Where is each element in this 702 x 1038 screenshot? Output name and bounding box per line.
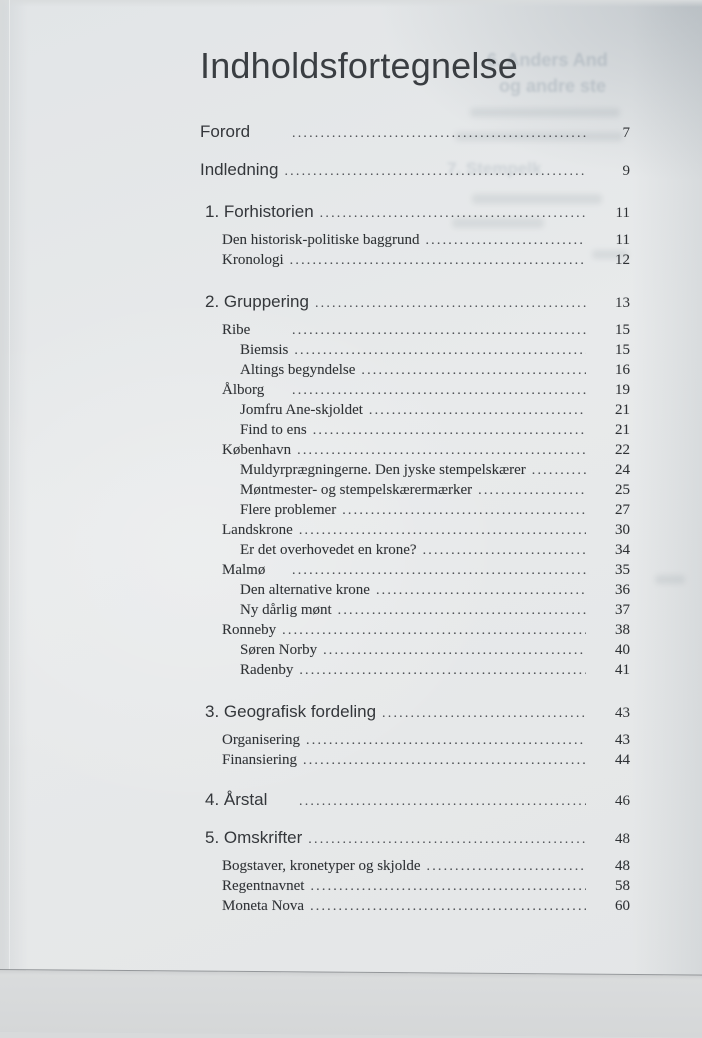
toc-row-label: Indledning	[200, 160, 279, 179]
toc-row	[200, 602, 630, 622]
toc-row-label: Den alternative krone	[240, 582, 370, 598]
toc-row-page: 12	[615, 252, 630, 268]
toc-row	[200, 752, 630, 772]
toc-leader-dots	[332, 603, 586, 619]
toc-row-page: 58	[615, 878, 630, 894]
toc-row-label: Finansiering	[222, 752, 297, 768]
toc-row	[200, 322, 630, 342]
toc-row	[200, 522, 630, 542]
toc-leader-dots	[286, 383, 586, 399]
toc-row	[200, 122, 630, 144]
toc-row	[200, 582, 630, 602]
toc-leader-dots	[307, 423, 586, 439]
toc-row	[200, 232, 630, 252]
toc-row-page: 35	[615, 562, 630, 578]
toc-leader-dots	[297, 753, 586, 769]
toc-row-page: 21	[615, 402, 630, 418]
toc-row	[200, 160, 630, 182]
toc-row	[200, 662, 630, 682]
toc-leader-dots	[363, 403, 586, 419]
toc-row	[200, 202, 630, 226]
toc-leader-dots	[314, 206, 586, 222]
toc-row-page: 19	[615, 382, 630, 398]
toc-row-page: 11	[615, 205, 630, 221]
toc-row-label: Malmø	[222, 562, 266, 578]
toc-row-label: Ny dårlig mønt	[240, 602, 332, 618]
toc-leader-dots	[286, 126, 586, 142]
toc-row	[200, 828, 630, 852]
toc-row-label: Ålborg	[222, 382, 265, 398]
toc-leader-dots	[317, 643, 586, 659]
toc-leader-dots	[284, 253, 586, 269]
toc-row-page: 34	[615, 542, 630, 558]
toc-row-label: Altings begyndelse	[240, 362, 356, 378]
toc-row-label: Forord	[200, 122, 251, 141]
toc-row-page: 41	[615, 662, 630, 678]
toc-row	[200, 858, 630, 878]
toc-row-label: Den historisk-politiske baggrund	[222, 232, 420, 248]
toc-row-page: 22	[615, 442, 630, 458]
toc-row-page: 43	[615, 732, 630, 748]
toc-leader-dots	[288, 343, 586, 359]
toc-row-label: Muldyrprægningerne. Den jyske stempelskærer	[240, 462, 526, 478]
toc-leader-dots	[417, 543, 586, 559]
toc-row	[200, 362, 630, 382]
toc-row-page: 16	[615, 362, 630, 378]
toc-row	[200, 732, 630, 752]
toc-row-label: Regentnavnet	[222, 878, 305, 894]
toc-leader-dots	[291, 443, 586, 459]
page-top-edge	[0, 0, 702, 7]
toc-row-label: Landskrone	[222, 522, 293, 538]
page-left-edge	[0, 0, 10, 972]
page-title: Indholdsfortegnelse	[200, 45, 519, 86]
toc-row	[200, 252, 630, 272]
toc-row-page: 15	[615, 342, 630, 358]
showthrough-text-line: 6. Anders And	[487, 50, 608, 70]
toc-row-page: 46	[615, 793, 630, 809]
toc-row-label: Er det overhovedet en krone?	[240, 542, 417, 558]
toc-row	[200, 442, 630, 462]
toc-row-page: 40	[615, 642, 630, 658]
toc-leader-dots	[278, 164, 586, 180]
toc-row	[200, 790, 630, 814]
toc-row	[200, 542, 630, 562]
toc-row	[200, 878, 630, 898]
toc-row-page: 21	[615, 422, 630, 438]
toc-row-label: 5. Omskrifter	[205, 828, 303, 847]
toc-row-page: 15	[615, 322, 630, 338]
toc-leader-dots	[355, 363, 586, 379]
toc-row-page: 11	[615, 232, 630, 248]
toc-leader-dots	[293, 794, 586, 810]
showthrough-text-line: 7. Stempelk	[447, 159, 542, 178]
toc-row-page: 48	[615, 858, 630, 874]
toc-row-label: Kronologi	[222, 252, 284, 268]
toc-leader-dots	[300, 733, 586, 749]
toc-leader-dots	[286, 563, 586, 579]
toc-row-page: 27	[615, 502, 630, 518]
toc-row-label: 1. Forhistorien	[205, 202, 314, 221]
toc-row-label: Søren Norby	[240, 642, 318, 658]
toc-row	[200, 702, 630, 726]
showthrough-smudge	[655, 575, 685, 584]
toc-row-label: Organisering	[222, 732, 301, 748]
toc-leader-dots	[370, 583, 586, 599]
toc-row-label: 2. Gruppering	[205, 292, 309, 311]
toc-row-label: Jomfru Ane-skjoldet	[240, 402, 363, 418]
toc-leader-dots	[336, 503, 586, 519]
toc-row-label: Biemsis	[240, 342, 289, 358]
toc-leader-dots	[526, 463, 586, 479]
toc-leader-dots	[304, 879, 586, 895]
toc-leader-dots	[304, 899, 586, 915]
toc-row	[200, 382, 630, 402]
toc-row-label: 4. Årstal	[205, 790, 268, 809]
toc-row-page: 37	[615, 602, 630, 618]
toc-row	[200, 462, 630, 482]
toc-row-label: Møntmester- og stempelskærermærker	[240, 482, 473, 498]
toc-row	[200, 292, 630, 316]
toc-row-label: Ribe	[222, 322, 251, 338]
toc-row	[200, 622, 630, 642]
toc-row-label: Find to ens	[240, 422, 307, 438]
toc-row-page: 36	[615, 582, 630, 598]
toc-row-label: Flere problemer	[240, 502, 337, 518]
toc-leader-dots	[376, 706, 586, 722]
toc-row	[200, 642, 630, 662]
table-of-contents	[200, 42, 630, 918]
toc-row	[200, 562, 630, 582]
toc-row	[200, 342, 630, 362]
page-bottom-edge	[0, 969, 702, 1038]
toc-row-label: 3. Geografisk fordeling	[205, 702, 377, 721]
toc-row-page: 38	[615, 622, 630, 638]
toc-list	[200, 122, 630, 918]
toc-leader-dots	[472, 483, 586, 499]
toc-row-label: Moneta Nova	[222, 898, 305, 914]
toc-row	[200, 502, 630, 522]
toc-row-page: 24	[615, 462, 630, 478]
toc-row	[200, 422, 630, 442]
toc-leader-dots	[421, 859, 586, 875]
toc-row-label: København	[222, 442, 292, 458]
toc-row-label: Ronneby	[222, 622, 277, 638]
toc-row-page: 25	[615, 482, 630, 498]
toc-row-label: Radenby	[240, 662, 294, 678]
toc-leader-dots	[302, 832, 586, 848]
toc-leader-dots	[419, 233, 586, 249]
showthrough-text-line: og andre ste	[499, 76, 607, 96]
toc-leader-dots	[293, 663, 586, 679]
toc-leader-dots	[293, 523, 586, 539]
toc-row-label: Bogstaver, kronetyper og skjolde	[222, 858, 421, 874]
toc-row-page: 44	[615, 752, 630, 768]
toc-row	[200, 898, 630, 918]
toc-row	[200, 482, 630, 502]
toc-row	[200, 402, 630, 422]
toc-leader-dots	[309, 296, 586, 312]
toc-row-page: 48	[615, 831, 630, 847]
toc-leader-dots	[276, 623, 586, 639]
toc-row-page: 7	[622, 125, 630, 141]
toc-row-page: 9	[622, 163, 630, 179]
toc-row-page: 60	[615, 898, 630, 914]
toc-leader-dots	[286, 323, 586, 339]
toc-row-page: 43	[615, 705, 630, 721]
toc-row-page: 30	[615, 522, 630, 538]
toc-row-page: 13	[615, 295, 630, 311]
